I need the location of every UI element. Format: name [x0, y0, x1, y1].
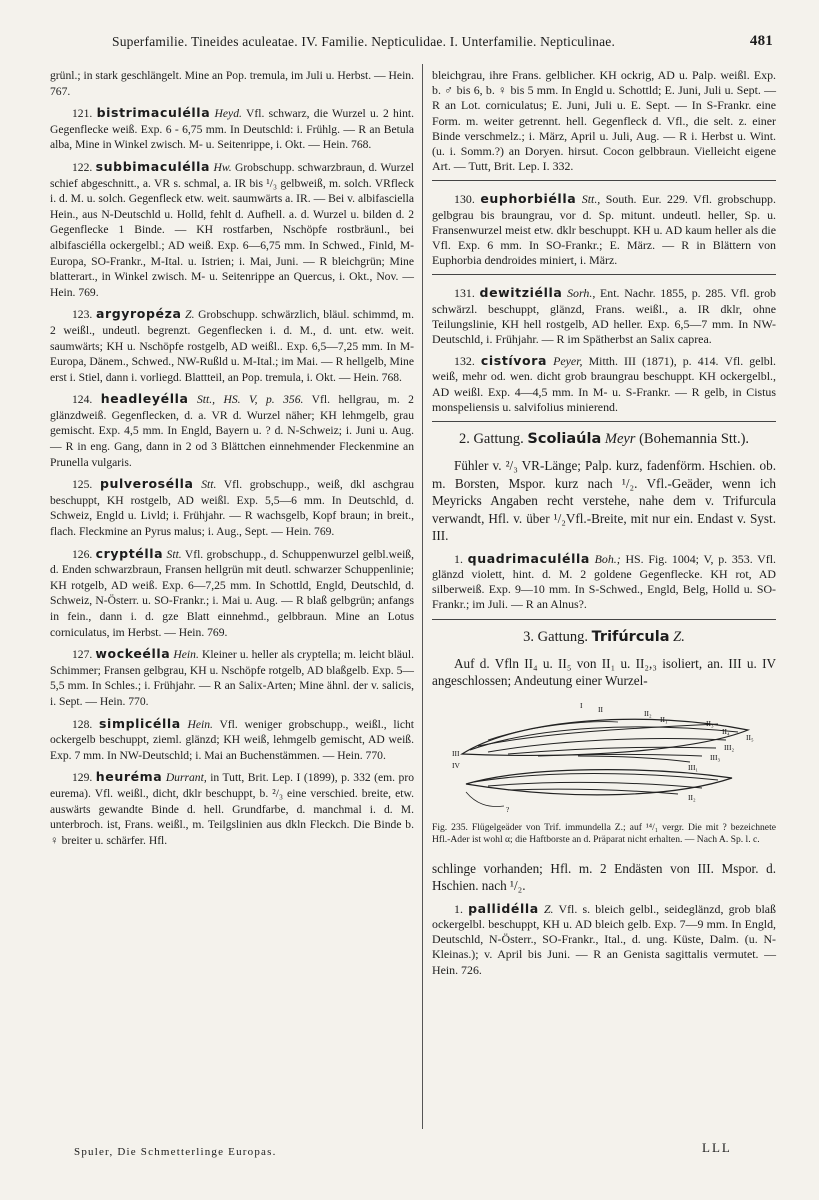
separator-rule [432, 180, 776, 181]
species-entry: 1. pallidélla Z. Vfl. s. bleich gelbl., seideglänzd, grob blaß ockergelbl. beschuppt, KH u. AD bleich gelb. Exp. 7—9 mm. In Engld, Deutschld, N-Österr., SO-Frankr., Ital., d. ung. Küste, Dalm. (u. N-Kleinas.); v. April bis Juni. — R an Genista sagittalis vermutet. — Hein. 726. [432, 900, 776, 977]
vein-label: III₃ [710, 752, 721, 762]
species-text: South. Eur. 229. Vfl. grobschupp. gelbgrau bis braungrau, vor d. Sp. mitunt. undeutl. heller, Sp. u. Fransenwurzel meist etw. dklr beschuppt. KH u. AD kaum heller als die Vfl. Exp. 6 mm. In SO-Frankr.; E. März. — R in Blättern von Euphorbia dendroides miniert, i. März. [432, 192, 776, 268]
species-text: Grobschupp. schwärzlich, bläul. schimmd, m. 2 weißl., undeutl. begrenzt. Gegenflecken i. d. M., d. unt. etw. weit. saumwärts; KH u. Nschöpfe rostgelb, AD weißl.. Exp. 6,5—7,25 mm. In M-Europa, Dänem., Schwed., NW-Rußld u. M-Ital.; im Mai. — R hellgelb, Mine erst i. Stiel, dann i. vorliegd. Blattteil, an Pop. tremula, i. Okt. — Hein. 768. [50, 308, 414, 384]
vein-label: I [580, 700, 583, 710]
species-text: Kleiner u. heller als cryptella; m. leicht bläul. Schimmer; Fransen gelbgrau, KH u. Nschöpfe rotgelb, AD blaßgelb. Exp. 5—5,5 mm. In Schles.; i. Frühjahr. — R an Salix-Arten; Mine ähnl. der v. salicis, i. Sept. — Hein. 770. [50, 648, 414, 708]
vein-label: III₂ [724, 742, 735, 752]
vein-label: II₃ [706, 718, 714, 728]
vein-label: II₂ [688, 792, 696, 802]
species-name: cryptélla [95, 545, 164, 561]
species-entry: 126. cryptélla Stt. Vfl. grobschupp., d. Schuppenwurzel gelbl.weiß, d. Enden schwarzbraun, Fransen hellgrün mit deutl. schwarzer Schuppenlinie; KH rotgelb, AD weiß. Exp. 6—7,25 mm. In Schottld, Engld, Deutschld, d. Schweiz, N-Österr. u. SO-Frankr.; i. Mai u. Aug. — R blaß gelbgrün; anfangs in fein., dann i. d. gze Blatt einnehmd., gelbbraun. Mine an Lotus corniculatus, im Herbst. — Hein. 769. [50, 545, 414, 639]
species-text: Mitth. III (1871), p. 414. Vfl. gelbl. weiß, mehr od. wen. dicht grob braungrau beschuppt. KH ockergelbl., AD weißl. Exp. 4—4,5 mm. In M- u. S-Frankr. — R gelb, in Cistus monspeliensis u. salvifolius minierend. [432, 354, 777, 414]
species-text: Vfl. grobschupp., d. Schuppenwurzel gelbl.weiß, d. Enden schwarzbraun, Fransen hellgrün mit deutl. schwarzer Schuppenlinie; KH rotgelb, AD weiß. Exp. 6—7,25 mm. In Schottld, Engld, Deutschld, d. Schweiz, N-Österr. u. SO-Frankr.; i. Mai u. Aug. — R blaß gelbgrün; anfangs in fein., dann i. d. gze Blatt einnehmd., gelbbraun. Mine an Lotus corniculatus, im Herbst. — Hein. 769. [50, 547, 414, 639]
wing-venation-drawing [448, 696, 760, 818]
right-column [432, 68, 776, 984]
genus-heading: 2. Gattung. Scoliaúla Meyr (Bohemannia Stt.). [458, 431, 750, 448]
figure-caption: Fig. 235. Flügelgeäder von Trif. immundella Z.; auf ¹⁴/₁ vergr. Die mit ? bezeichnete Hfl.-Ader ist wohl α; die Haftborste an d. Präparat nicht erhalten. — Nach A. Sp. l. c. [432, 821, 776, 845]
species-author: Stt., [581, 192, 601, 207]
vein-label: II₄ [722, 726, 730, 736]
species-name: pallidélla [468, 900, 539, 916]
vein-label: III₁ [688, 762, 699, 772]
species-name: heuréma [95, 769, 163, 785]
species-text: Vfl. s. bleich gelbl., seideglänzd, grob blaß ockergelbl. beschuppt, KH u. AD bleich gelb. Exp. 7—9 mm. In Engld, Deutschld, N-Österr., SO-Frankr., Ital., d. ung. Küste, Dalm. (u. N-Kleinas.); v. April bis Juni. — R an Genista sagittalis vermutet. — Hein. 726. [432, 901, 776, 977]
left-column [50, 68, 414, 854]
species-name: bistrimaculélla [96, 105, 211, 121]
species-text: Grobschupp. schwarzbraun, d. Wurzel schief abgeschnitt., a. VR s. schmal, a. IR bis ¹/₃ gelbweiß, m. solch. VRfleck i. d. M. u. solch. Gegenfleck etw. weit. saumwärts a. IR. — Bei v. albifasciella Hein., aus N-Deutschld u. Holld, fehlt d. Aufhell. a. d. Wurzel u. bilden d. 2 Gegenflecke 1 Binde. — KH rostfarben, Nschöpfe rostbräunl., bei albifasciélla ockergelbl.; AD weiß. Exp. 6—6,75 mm. In Schwed., Finld, M-Europa, SO-Frankr., M-Ital. u. Istrien; i. Mai, Juni. — R bleichgrün; Mine blatterart., in Winkel zwisch. M- u. Seitenrippe an Quercus, i. Okt., Nov. — Hein. 769. [50, 160, 414, 299]
species-entry: 122. subbimaculélla Hw. Grobschupp. schwarzbraun, d. Wurzel schief abgeschnitt., a. VR s. schmal, a. IR bis ¹/₃ gelbweiß, m. solch. VRfleck i. d. M. u. solch. Gegenfleck etw. weit. saumwärts a. IR. — Bei v. albifasciella Hein., aus N-Deutschld u. Holld, fehlt d. Aufhell. a. d. Wurzel u. bilden d. 2 Gegenflecke 1 Binde. — KH rostfarben, Nschöpfe rostbräunl., bei albifasciélla ockergelbl.; AD weiß. Exp. 6—6,75 mm. In Schwed., Finld, M-Europa, SO-Frankr., M-Ital. u. Istrien; i. Mai, Juni. — R bleichgrün; Mine blatterart., in Winkel zwisch. M- u. Seitenrippe an Quercus, i. Okt., Nov. — Hein. 769. [50, 158, 414, 299]
continued-text: schlinge vorhanden; Hfl. m. 2 Endästen von III. Mspor. d. Hschien. nach ¹/₂. [432, 860, 776, 894]
left-intro: grünl.; in stark geschlängelt. Mine an Pop. tremula, im Juli u. Herbst. — Hein. 767. [50, 69, 414, 98]
separator-rule [432, 421, 776, 422]
signature-mark: LLL [702, 1140, 732, 1155]
column-divider [422, 64, 423, 1129]
species-name: subbimaculélla [95, 158, 211, 174]
species-entry: 127. wockeélla Hein. Kleiner u. heller als cryptella; m. leicht bläul. Schimmer; Fransen gelbgrau, KH u. Nschöpfe rotgelb, AD blaßgelb. Exp. 5—5,5 mm. In Schles.; i. Frühjahr. — R an Salix-Arten; Mine ähnl. der v. salicis, i. Sept. — Hein. 770. [50, 646, 414, 708]
genus-description: Auf d. Vfln II₄ u. II₅ von II₁ u. II₂,₃ isoliert, an. III u. IV angeschlossen; Andeutung einer Wurzel- [432, 655, 776, 689]
right-intro: bleichgrau, ihre Frans. gelblicher. KH ockrig, AD u. Palp. weißl. Exp. b. ♂ bis 6, b. ♀ bis 5 mm. In Engld u. Schottld; E. Juni, Juli u. Sept. — R an Lot. corniculatus; E. Juni, Juli u. E. Sept. — In S-Frankr. eine Form. m. weiter getrennt. hell. Gegenfleck d. Vfl., die selt. z. einer Binde verschmelz.; i. März, April u. Juli, Aug. — R i. Herbst u. Wint. (u. i. Somm.?) an Doryen. hirsut. Cocon gelbbraun. Vielleicht eigene Art. — Tutt, Brit. Lep. I. 332. [432, 68, 776, 174]
species-author: Z. [185, 308, 195, 322]
species-entry: 132. cistívora Peyer, Mitth. III (1871), p. 414. Vfl. gelbl. weiß, mehr od. wen. dicht grob braungrau beschuppt. KH ockergelbl., AD weißl. Exp. 4—4,5 mm. In M- u. S-Frankr. — R gelb, in Cistus monspeliensis u. salvifolius minierend. [432, 353, 777, 414]
species-entry: 1. quadrimaculélla Boh.; HS. Fig. 1004; V, p. 353. Vfl. glänzd violett, hint. d. M. 2 goldene Gegenflecke. KH rot, AD silberweiß. Exp. 9—10 mm. In S-Schwed., Engld, Belg, Holld u. SO-Frankr.; im Juli. — R an Alnus?. [432, 550, 777, 612]
species-author: Hein. [187, 717, 213, 731]
running-header [112, 34, 773, 50]
species-text: Vfl. weniger grobschupp., weißl., licht ockergelb beschuppt, zieml. glänzd; KH weiß, lehmgelb gemischt, AD weiß. Exp. 7 mm. In NW-Deutschld; i. Mai an Buchenstämmen. — Hein. 770. [50, 717, 415, 762]
species-name: argyropéza [95, 306, 182, 322]
vein-label: II₂ [644, 708, 652, 718]
species-name: wockeélla [95, 646, 171, 662]
species-author: Sorh., [567, 286, 596, 301]
species-entry: 130. euphorbiélla Stt., South. Eur. 229. Vfl. grobschupp. gelbgrau bis braungrau, vor d. Sp. mitunt. undeutl. heller, Sp. u. Fransenwurzel meist etw. dklr beschuppt. KH u. AD kaum heller als die Vfl. Exp. 6 mm. In SO-Frankr.; E. März. — R in Blättern von Euphorbia dendroides miniert, i. März. [432, 191, 776, 268]
book-footer: Spuler, Die Schmetterlinge Europas. [74, 1146, 277, 1158]
species-entry: 124. headleyélla Stt., HS. V, p. 356. Vfl. hellgrau, m. 2 glänzdweiß. Gegenflecken, d. a. VR d. Wurzel näher; KH lehmgelb, grau gemischt. Exp. 4,5 mm. In Engld, Bayern u. ? d. N-Schweiz; i. Juni u. Aug. — R in eng. Gang, dann in 2 od 3 Blättchen einnehmender Fleckenmine an Prunella vulgaris. [50, 391, 414, 469]
species-text: Vfl. schwarz, die Wurzel u. 2 hint. Gegenflecke weiß. Exp. 6 - 6,75 mm. In Deutschld: i. Frühlg. — R an Betula alba, Mine in Winkel zwisch. M- u. Seitenrippe, i. Okt. — Hein. 768. [50, 107, 414, 152]
species-author: Hw. [213, 160, 232, 174]
genus-heading: 3. Gattung. Trifúrcula Z. [523, 628, 685, 645]
species-entry: 131. dewitziélla Sorh., Ent. Nachr. 1855, p. 285. Vfl. grob schwärzl. beschuppt, glänzd, Frans. weißl., a. IR dklr, ohne Teilungslinie, KH hell rostgelb, AD heller. Exp. 6,5—7 mm. In NW-Deutschld, i. Frühjahr. — R im Spätherbst an Salix caprea. [432, 285, 776, 347]
species-entry: 123. argyropéza Z. Grobschupp. schwärzlich, bläul. schimmd, m. 2 weißl., undeutl. begrenzt. Gegenflecken i. d. M., d. unt. etw. weit. saumwärts; KH u. Nschöpfe rostgelb, AD weißl.. Exp. 6,5—7,25 mm. In M-Europa, Dänem., Schwed., NW-Rußld u. M-Ital.; im Mai. — R hellgelb, Mine erst i. Stiel, dann i. vorliegd. Blattteil, an Pop. tremula, i. Okt. — Hein. 768. [50, 306, 414, 384]
species-author: Peyer, [553, 354, 583, 369]
species-entry: 128. simplicélla Hein. Vfl. weniger grobschupp., weißl., licht ockergelb beschuppt, zieml. glänzd; KH weiß, lehmgelb gemischt, AD weiß. Exp. 7 mm. In NW-Deutschld; i. Mai an Buchenstämmen. — Hein. 770. [50, 715, 415, 762]
species-text: Ent. Nachr. 1855, p. 285. Vfl. grob schwärzl. beschuppt, glänzd, Frans. weißl., a. IR dklr, ohne Teilungslinie, KH hell rostgelb, AD heller. Exp. 6,5—7 mm. In NW-Deutschld, i. Frühjahr. — R im Spätherbst an Salix caprea. [432, 286, 776, 347]
vein-label: IV [452, 760, 460, 770]
page-number: 481 [749, 33, 773, 49]
running-title: Superfamilie. Tineides aculeatae. IV. Familie. Nepticulidae. I. Unterfamilie. Nepticulinae. [112, 34, 616, 49]
species-author: Heyd. [214, 107, 242, 121]
species-name: cistívora [480, 353, 548, 369]
species-name: headleyélla [100, 391, 189, 407]
species-entry: 121. bistrimaculélla Heyd. Vfl. schwarz, die Wurzel u. 2 hint. Gegenflecke weiß. Exp. 6 - 6,75 mm. In Deutschld: i. Frühlg. — R an Betula alba, Mine in Winkel zwisch. M- u. Seitenrippe, i. Okt. — Hein. 768. [50, 105, 414, 152]
species-name: dewitziélla [479, 285, 563, 301]
separator-rule [432, 274, 776, 275]
species-author: Hein. [173, 648, 199, 662]
species-author: Stt. [201, 478, 217, 492]
species-text: in Tutt, Brit. Lep. I (1899), p. 332 (em. pro eurema). Vfl. weißl., dicht, dklr beschuppt, b. ²/₃ eine verschied. breite, etw. auswärts gewandte Binde d. hell. Grundfarbe, d. manchmal i. d. M. unterbroch. ist, Frans. weißl., m. Teilgslinien aus dkln Fleckch. Die Binde b. ♀ breiter u. schärfer. Hfl. [50, 771, 414, 847]
genus-description: Fühler v. ²/₃ VR-Länge; Palp. kurz, fadenförm. Hschien. ob. m. Borsten, Mspor. kurz nach ¹/₂. Vfl.-Geäder, wenn ich Meyricks Angaben recht verstehe, nahe dem v. Trifurcula verwandt, Hfl. v. über ¹/₂Vfl.-Breite, mit nur ein. Endast v. Syst. III. [432, 458, 776, 544]
genus-name: Scoliaúla [527, 431, 602, 448]
species-author: Stt. [166, 547, 182, 561]
species-author: Boh.; [594, 551, 621, 566]
vein-label: II [598, 704, 603, 714]
species-entry: 129. heuréma Durrant, in Tutt, Brit. Lep. I (1899), p. 332 (em. pro eurema). Vfl. weißl., dicht, dklr beschuppt, b. ²/₃ eine verschied. breite, etw. auswärts gewandte Binde d. hell. Grundfarbe, d. manchmal i. d. M. unterbroch. ist, Frans. weißl., m. Teilgslinien aus dkln Fleckch. Die Binde b. ♀ breiter u. schärfer. Hfl. [50, 769, 414, 847]
species-name: euphorbiélla [480, 191, 577, 207]
species-text: Vfl. hellgrau, m. 2 glänzdweiß. Gegenflecken, d. a. VR d. Wurzel näher; KH lehmgelb, grau gemischt. Exp. 4,5 mm. In Engld, Bayern u. ? d. N-Schweiz; i. Juni u. Aug. — R in eng. Gang, dann in 2 od 3 Blättchen einnehmender Fleckenmine an Prunella vulgaris. [50, 393, 414, 469]
wing-venation-figure [448, 696, 760, 818]
species-name: simplicélla [99, 715, 181, 731]
vein-label: III [452, 748, 460, 758]
species-author: Stt., HS. V, p. 356. [197, 393, 304, 407]
genus-name: Trifúrcula [591, 628, 670, 645]
species-author: Durrant, [165, 771, 207, 785]
species-author: Z. [543, 901, 554, 916]
species-name: quadrimaculélla [467, 550, 590, 566]
species-text: HS. Fig. 1004; V, p. 353. Vfl. glänzd violett, hint. d. M. 2 goldene Gegenflecke. KH rot, AD silberweiß. Exp. 9—10 mm. In S-Schwed., Engld, Belg, Holld u. SO-Frankr.; im Juli. — R an Alnus?. [432, 551, 777, 612]
species-entry: 125. pulverosélla Stt. Vfl. grobschupp., weiß, dkl aschgrau beschuppt, KH rostgelb, AD weißl. Exp. 5,5—6 mm. In Deutschld, d. Schweiz, Engld u. Livld; i. Frühjahr. — R wachsgelb, Kopf braun; in breit., flach. Fleckmine an Pyrus malus; i. Aug., Sept. — Hein. 769. [50, 476, 414, 539]
species-text: Vfl. grobschupp., weiß, dkl aschgrau beschuppt, KH rostgelb, AD weißl. Exp. 5,5—6 mm. In Deutschld, d. Schweiz, Engld u. Livld; i. Frühjahr. — R wachsgelb, Kopf braun; in breit., flach. Fleckmine an Pyrus malus; i. Aug., Sept. — Hein. 769. [50, 478, 414, 539]
vein-label: ? [506, 804, 510, 814]
vein-label: II₁ [660, 714, 668, 724]
species-name: pulverosélla [99, 476, 194, 492]
separator-rule [432, 619, 776, 620]
vein-label: II₅ [746, 732, 754, 742]
